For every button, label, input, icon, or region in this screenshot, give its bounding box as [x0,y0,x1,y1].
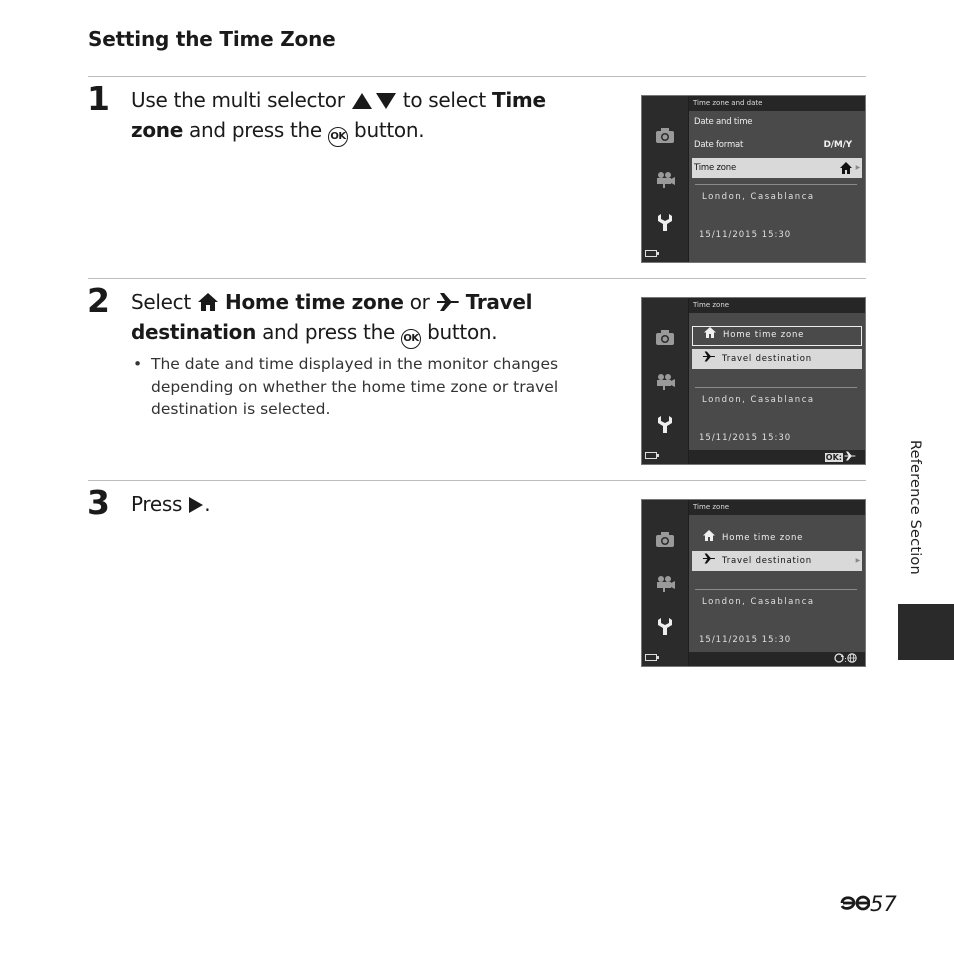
bullet-note: • The date and time displayed in the monitor changes depending on whether the home time zone or travel destination is selected. [131,353,571,421]
menu-item-label: Date format [694,140,744,150]
ok-button-icon: OK [401,329,421,349]
wrench-icon [654,213,676,231]
camera-screen-time-zone-select [641,297,866,465]
step-text-part: or [403,290,436,314]
menu-item-date-and-time[interactable] [692,112,862,132]
step-text-part: and press the [182,118,328,142]
date-time-label: 15/11/2015 15:30 [699,230,792,240]
step-number: 3 [87,483,110,522]
step-text-bold: Home time zone [225,290,404,314]
city-label: London, Casablanca [702,395,815,405]
step-text-part: . [204,492,211,516]
step-text-part: button. [421,320,498,344]
divider [88,480,866,481]
home-icon [703,327,717,338]
step-text-part: Use the multi selector [131,88,351,112]
airplane-icon [436,292,460,312]
step-3-text [131,489,601,519]
home-icon [840,162,852,174]
battery-icon [645,250,657,257]
hint-ok-select [825,451,857,462]
divider [695,589,857,590]
menu-item-label: Home time zone [722,533,804,543]
menu-item-time-zone[interactable] [692,158,862,178]
menu-item-label: Time zone [694,163,736,173]
menu-item-travel-destination[interactable] [692,551,862,571]
step-text-part: Select [131,290,197,314]
airplane-icon [702,351,716,362]
up-down-arrows-icon [351,92,397,110]
movie-icon [654,373,676,391]
date-time-label: 15/11/2015 15:30 [699,635,792,645]
divider [88,278,866,279]
page-number [840,892,897,916]
movie-icon [654,171,676,189]
step-text-part: Press [131,492,189,516]
right-arrow-icon: ▶ [855,164,860,171]
right-arrow-icon: ▶ [855,557,860,564]
rotary-selector-icon [834,653,844,663]
home-icon [197,292,219,312]
section-tab-marker [898,604,954,660]
step-text-part: to select [396,88,492,112]
screen-title: Time zone [689,500,865,515]
step-number: 2 [87,281,110,320]
reference-e-icon [840,893,870,913]
camera-screen-time-zone-and-date [641,95,866,263]
airplane-icon [843,451,857,461]
menu-item-label: Travel destination [722,354,812,364]
battery-icon [645,654,657,661]
menu-item-label: Date and time [694,117,753,127]
airplane-icon [702,553,716,564]
wrench-icon [654,415,676,433]
divider [695,184,857,185]
divider [695,387,857,388]
ok-button-icon: OK [328,127,348,147]
camera-icon [654,127,676,145]
battery-icon [645,452,657,459]
hint-region-select [834,653,857,664]
divider [88,76,866,77]
hint-text: : [844,655,847,664]
wrench-icon [654,617,676,635]
home-icon [702,530,716,541]
globe-icon [847,653,857,663]
city-label: London, Casablanca [702,192,815,202]
side-section-label: Reference Section [907,440,923,575]
city-label: London, Casablanca [702,597,815,607]
page-number-text: 57 [870,892,897,916]
hint-text: OK: [825,453,842,462]
step-2-text [131,287,601,349]
menu-item-label: Home time zone [723,330,805,340]
menu-item-home-time-zone[interactable] [692,326,862,346]
step-1-text [131,85,601,147]
menu-item-home-time-zone[interactable] [692,528,862,548]
section-title: Setting the Time Zone [88,27,336,51]
date-format-value: D/M/Y [823,140,852,150]
step-text-bold: Travel destination [131,290,533,344]
step-number: 1 [87,79,110,118]
menu-item-date-format[interactable] [692,135,862,155]
date-time-label: 15/11/2015 15:30 [699,433,792,443]
step-text-part: and press the [256,320,402,344]
camera-screen-travel-destination [641,499,866,667]
screen-title: Time zone and date [689,96,865,111]
movie-icon [654,575,676,593]
right-arrow-icon [188,496,204,514]
camera-icon [654,531,676,549]
menu-item-label: Travel destination [722,556,812,566]
menu-item-travel-destination[interactable] [692,349,862,369]
screen-title: Time zone [689,298,865,313]
camera-icon [654,329,676,347]
step-text-bold: Time zone [131,88,546,142]
step-text-part: button. [348,118,425,142]
